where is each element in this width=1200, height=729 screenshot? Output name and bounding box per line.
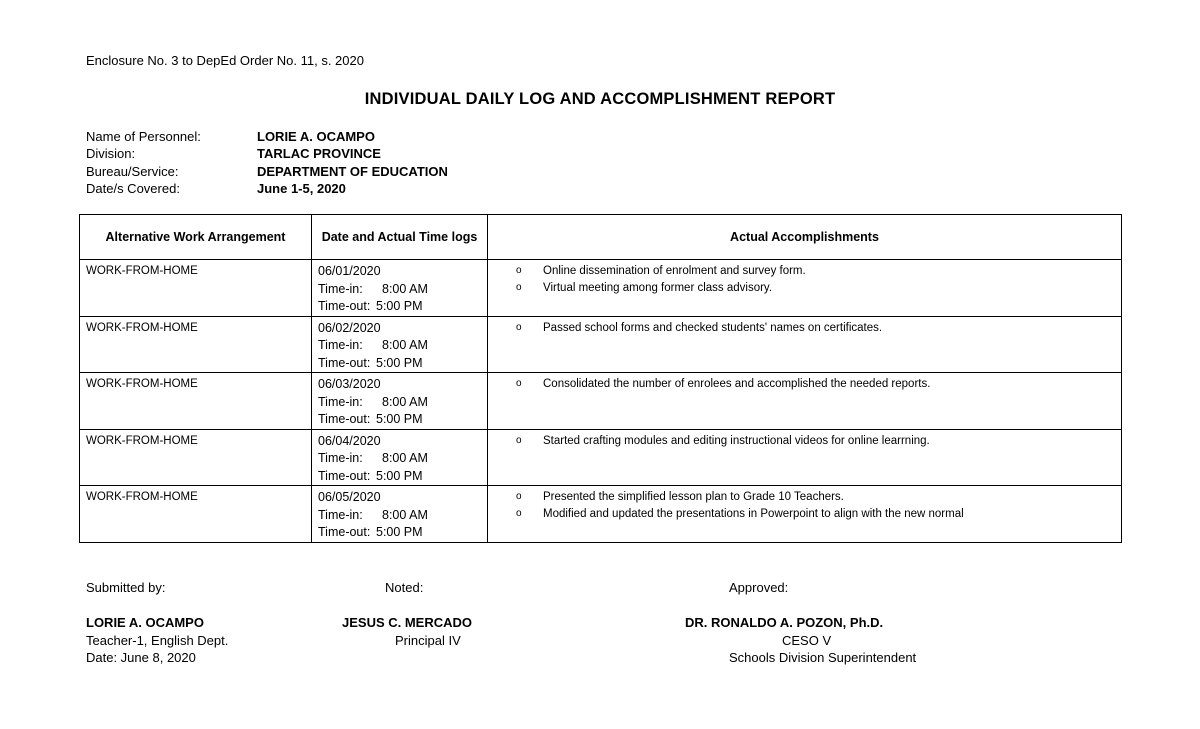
time-in-value: 8:00 AM — [382, 507, 428, 522]
accomplishment-item — [516, 489, 1115, 506]
accomplishment-text: Started crafting modules and editing instructional videos for online learrning. — [543, 434, 930, 447]
log-date: 06/04/2020 — [318, 433, 381, 448]
accomplishment-item — [516, 280, 1115, 297]
time-log-cell — [312, 260, 488, 317]
time-out-line — [318, 468, 481, 486]
approved-heading: Approved: — [729, 580, 789, 595]
log-date: 06/02/2020 — [318, 320, 381, 335]
time-in-value: 8:00 AM — [382, 394, 428, 409]
time-in-line — [318, 281, 481, 299]
approved-position: Schools Division Superintendent — [729, 650, 917, 665]
accomplishment-text: Consolidated the number of enrolees and accomplished the needed reports. — [543, 378, 931, 390]
time-out-line — [318, 411, 481, 429]
log-date: 06/03/2020 — [318, 377, 381, 391]
arrangement-cell: WORK-FROM-HOME — [80, 260, 312, 317]
daily-log-table — [79, 214, 1122, 543]
hollow-bullet-icon: o — [516, 491, 522, 502]
info-label-name: Name of Personnel: — [86, 129, 201, 144]
time-out-line — [318, 355, 481, 373]
log-date: 06/01/2020 — [318, 264, 381, 278]
table-row — [80, 316, 1122, 373]
hollow-bullet-icon: o — [516, 321, 522, 333]
time-log-cell — [312, 373, 488, 430]
time-out-value: 5:00 PM — [376, 355, 423, 370]
time-in-line — [318, 450, 481, 468]
accomplishment-text: Virtual meeting among former class advisory. — [543, 281, 773, 294]
hollow-bullet-icon: o — [516, 281, 522, 293]
table-row — [80, 260, 1122, 317]
accomplishment-list — [494, 263, 1115, 296]
time-in-label: Time-in: — [318, 507, 363, 522]
hollow-bullet-icon: o — [516, 434, 522, 446]
time-in-label: Time-in: — [318, 451, 363, 465]
submitted-by-heading: Submitted by: — [86, 580, 166, 595]
info-label-dates: Date/s Covered: — [86, 181, 180, 196]
enclosure-reference: Enclosure No. 3 to DepEd Order No. 11, s. 2020 — [86, 53, 364, 68]
approved-name: DR. RONALDO A. POZON, Ph.D. — [685, 615, 884, 630]
time-out-label: Time-out: — [318, 299, 371, 313]
time-in-line — [318, 337, 481, 355]
hollow-bullet-icon: o — [516, 265, 522, 276]
arrangement-cell: WORK-FROM-HOME — [80, 429, 312, 486]
time-in-value: 8:00 AM — [382, 451, 428, 465]
accomplishment-text: Online dissemination of enrolment and survey form. — [543, 265, 806, 277]
noted-heading: Noted: — [385, 580, 424, 595]
info-label-bureau: Bureau/Service: — [86, 164, 179, 179]
approved-rank: CESO V — [782, 633, 832, 648]
accomplishments-cell — [488, 373, 1122, 430]
col-header-time-logs: Date and Actual Time logs — [312, 215, 488, 260]
accomplishment-item — [516, 263, 1115, 280]
info-value-bureau: DEPARTMENT OF EDUCATION — [257, 164, 448, 179]
accomplishment-list — [494, 433, 1115, 450]
accomplishment-item — [516, 506, 1115, 523]
time-out-value: 5:00 PM — [376, 468, 423, 483]
arrangement-cell: WORK-FROM-HOME — [80, 316, 312, 373]
noted-name: JESUS C. MERCADO — [342, 615, 473, 630]
accomplishments-cell — [488, 486, 1122, 543]
arrangement-cell: WORK-FROM-HOME — [80, 373, 312, 430]
time-out-value: 5:00 PM — [376, 525, 423, 539]
accomplishments-cell — [488, 260, 1122, 317]
log-date: 06/05/2020 — [318, 490, 381, 504]
submitted-position: Teacher-1, English Dept. — [86, 633, 229, 648]
table-header-row — [80, 215, 1122, 260]
time-in-value: 8:00 AM — [382, 338, 428, 352]
accomplishments-cell — [488, 429, 1122, 486]
submitted-date: Date: June 8, 2020 — [86, 650, 196, 665]
accomplishment-list — [494, 489, 1115, 522]
table-row — [80, 486, 1122, 543]
time-log-cell — [312, 316, 488, 373]
hollow-bullet-icon: o — [516, 507, 522, 519]
col-header-arrangement: Alternative Work Arrangement — [80, 215, 312, 260]
time-in-value: 8:00 AM — [382, 281, 428, 296]
hollow-bullet-icon: o — [516, 378, 522, 389]
accomplishment-text: Passed school forms and checked students' names on certificates. — [543, 321, 883, 334]
accomplishment-item — [516, 433, 1115, 450]
time-in-line — [318, 394, 481, 412]
time-log-cell — [312, 429, 488, 486]
accomplishment-list — [494, 320, 1115, 337]
info-value-division: TARLAC PROVINCE — [257, 146, 381, 161]
time-out-value: 5:00 PM — [376, 299, 423, 313]
noted-position: Principal IV — [395, 633, 461, 648]
time-in-line — [318, 507, 481, 525]
table-row — [80, 429, 1122, 486]
accomplishment-text: Modified and updated the presentations in Powerpoint to align with the new normal — [543, 507, 964, 520]
time-out-line — [318, 298, 481, 316]
time-out-label: Time-out: — [318, 412, 371, 426]
time-out-label: Time-out: — [318, 525, 371, 539]
time-in-label: Time-in: — [318, 338, 363, 352]
time-log-cell — [312, 486, 488, 543]
accomplishment-text: Presented the simplified lesson plan to Grade 10 Teachers. — [543, 491, 844, 503]
time-out-label: Time-out: — [318, 355, 371, 370]
report-title: INDIVIDUAL DAILY LOG AND ACCOMPLISHMENT REPORT — [364, 90, 836, 108]
accomplishment-list — [494, 376, 1115, 393]
col-header-accomplishments: Actual Accomplishments — [488, 215, 1122, 260]
info-value-name: LORIE A. OCAMPO — [257, 129, 375, 144]
table-row — [80, 373, 1122, 430]
time-in-label: Time-in: — [318, 394, 363, 409]
time-out-label: Time-out: — [318, 468, 371, 483]
accomplishment-item — [516, 320, 1115, 337]
info-value-dates: June 1-5, 2020 — [257, 181, 346, 196]
table-body — [80, 260, 1122, 543]
submitted-name: LORIE A. OCAMPO — [86, 615, 204, 630]
time-out-line — [318, 524, 481, 542]
accomplishment-item — [516, 376, 1115, 393]
info-label-division: Division: — [86, 146, 136, 161]
time-in-label: Time-in: — [318, 281, 363, 296]
arrangement-cell: WORK-FROM-HOME — [80, 486, 312, 543]
time-out-value: 5:00 PM — [376, 412, 423, 426]
accomplishments-cell — [488, 316, 1122, 373]
